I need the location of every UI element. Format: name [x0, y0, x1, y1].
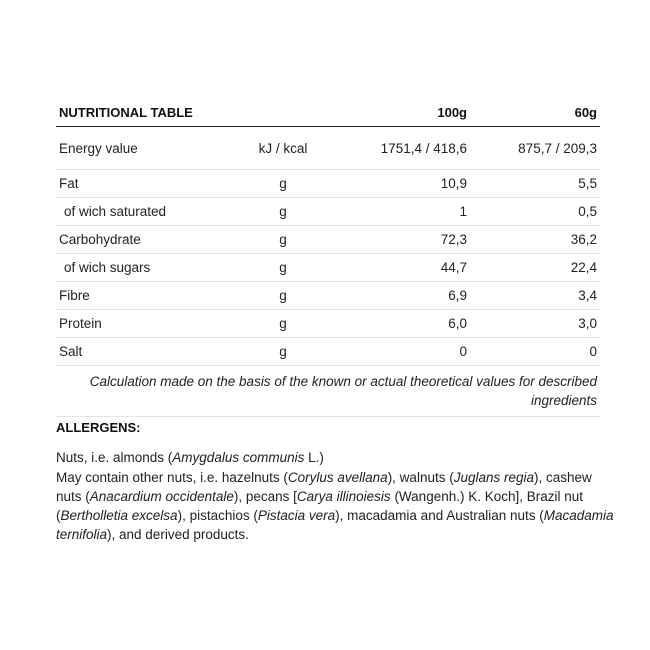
nutrient-unit: g	[242, 198, 324, 226]
value-per-60g: 875,7 / 209,3	[470, 127, 600, 170]
nutrient-name: Fibre	[56, 282, 242, 310]
value-per-60g: 0,5	[470, 198, 600, 226]
text-fragment: Nuts, i.e. almonds (	[56, 450, 173, 466]
nutrient-unit: g	[242, 170, 324, 198]
text-fragment: ), cashew nuts (	[56, 469, 592, 504]
nutrient-unit: g	[242, 254, 324, 282]
value-per-100g: 1	[324, 198, 470, 226]
value-per-60g: 0	[470, 338, 600, 366]
allergens-title: ALLERGENS:	[56, 420, 141, 435]
latin-name: Carya illinoiesis	[296, 488, 391, 504]
latin-name: Amygdalus communis	[172, 450, 305, 466]
table-header-row	[56, 98, 600, 127]
value-per-100g: 72,3	[324, 226, 470, 254]
table-row-energy	[56, 127, 600, 170]
latin-name: Juglans regia	[453, 469, 535, 485]
text-fragment: ), macadamia and Australian nuts (	[335, 508, 544, 524]
allergens-section	[56, 418, 616, 545]
unit-column-header	[242, 98, 324, 127]
nutrient-name: Carbohydrate	[56, 226, 242, 254]
text-fragment: ), pistachios (	[177, 508, 258, 524]
table-row-sugars	[56, 254, 600, 282]
calculation-note: Calculation made on the basis of the known or actual theoretical values for described ingredients	[56, 366, 600, 417]
value-per-60g: 22,4	[470, 254, 600, 282]
latin-name: Macadamia ternifolia	[56, 508, 614, 543]
nutrient-name: Fat	[56, 170, 242, 198]
value-per-60g: 3,4	[470, 282, 600, 310]
value-per-100g: 1751,4 / 418,6	[324, 127, 470, 170]
text-fragment: ), pecans [	[233, 488, 297, 504]
text-fragment: (Wangenh.) K. Koch], Brazil nut (	[56, 488, 584, 524]
value-per-60g: 5,5	[470, 170, 600, 198]
nutrition-table	[56, 98, 600, 417]
value-per-100g: 0	[324, 338, 470, 366]
value-per-60g: 36,2	[470, 226, 600, 254]
table-row-saturated	[56, 198, 600, 226]
latin-name: Bertholletia excelsa	[60, 508, 178, 524]
table-row-fibre	[56, 282, 600, 310]
table-note-row	[56, 366, 600, 417]
allergens-may-contain	[56, 468, 616, 545]
nutrient-unit: g	[242, 338, 324, 366]
text-fragment: ), and derived products.	[107, 527, 249, 543]
table-title: NUTRITIONAL TABLE	[56, 98, 242, 127]
latin-name: Corylus avellana	[287, 469, 388, 485]
per-60g-column-header: 60g	[470, 98, 600, 127]
nutrient-name: Energy value	[56, 127, 242, 170]
nutrient-unit: g	[242, 310, 324, 338]
table-row-protein	[56, 310, 600, 338]
latin-name: Pistacia vera	[257, 508, 336, 524]
value-per-100g: 10,9	[324, 170, 470, 198]
nutrient-name: of wich saturated	[56, 198, 242, 226]
text-fragment: ), walnuts (	[387, 469, 454, 485]
nutrient-name: Salt	[56, 338, 242, 366]
nutrient-unit: g	[242, 226, 324, 254]
table-row-salt	[56, 338, 600, 366]
nutrient-name: of wich sugars	[56, 254, 242, 282]
table-row-fat	[56, 170, 600, 198]
latin-name: Anacardium occidentale	[89, 488, 234, 504]
allergens-contains	[56, 448, 616, 467]
per-100g-column-header: 100g	[324, 98, 470, 127]
value-per-100g: 6,0	[324, 310, 470, 338]
value-per-60g: 3,0	[470, 310, 600, 338]
nutrient-unit: g	[242, 282, 324, 310]
nutrient-name: Protein	[56, 310, 242, 338]
value-per-100g: 44,7	[324, 254, 470, 282]
text-fragment: L.)	[304, 450, 324, 466]
nutrition-table-section	[56, 98, 600, 417]
nutrient-unit: kJ / kcal	[242, 127, 324, 170]
text-fragment: May contain other nuts, i.e. hazelnuts (	[56, 469, 288, 485]
table-row-carbohydrate	[56, 226, 600, 254]
value-per-100g: 6,9	[324, 282, 470, 310]
